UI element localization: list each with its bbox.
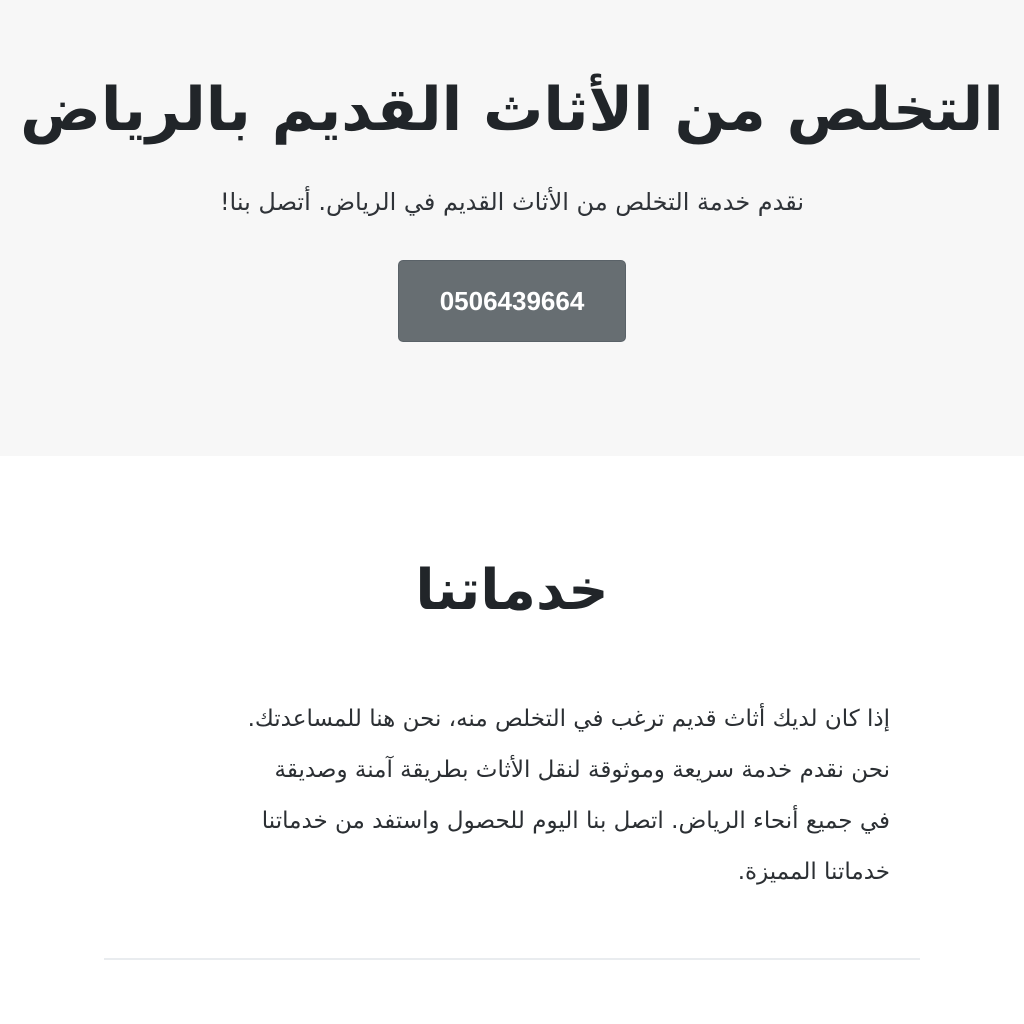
services-description bbox=[105, 694, 890, 898]
services-description-line: خدماتنا المميزة. bbox=[737, 859, 890, 885]
services-description-line: إذا كان لديك أثاث قديم ترغب في التخلص منه، نحن هنا للمساعدتك. bbox=[247, 706, 890, 732]
services-title: خدماتنا bbox=[415, 558, 609, 623]
services-description-line: نحن نقدم خدمة سريعة وموثوقة لنقل الأثاث بطريقة آمنة وصديقة bbox=[274, 757, 890, 783]
section-divider bbox=[104, 958, 920, 960]
hero-title: التخلص من الأثاث القديم بالرياض bbox=[20, 75, 1004, 145]
call-phone-button[interactable]: 0506439664 bbox=[398, 260, 626, 342]
hero-section bbox=[0, 0, 1024, 456]
hero-subtitle: نقدم خدمة التخلص من الأثاث القديم في الرياض. أتصل بنا! bbox=[219, 188, 805, 216]
services-description-line: في جميع أنحاء الرياض. اتصل بنا اليوم للحصول واستفد من خدماتنا bbox=[261, 808, 890, 834]
